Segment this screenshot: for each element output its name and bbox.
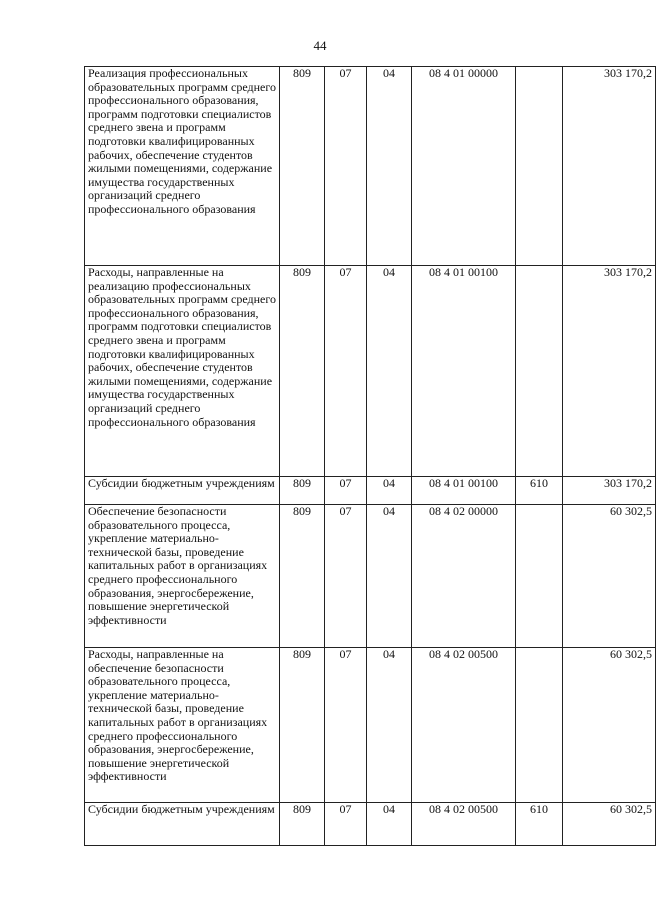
amount: 303 170,2 [563,266,656,477]
expense-type-code [516,67,563,266]
amount: 303 170,2 [563,67,656,266]
section-code: 07 [325,67,367,266]
target-article-code: 08 4 02 00500 [412,803,516,846]
ministry-code: 809 [280,803,325,846]
budget-table [84,66,656,846]
row-name: Субсидии бюджетным учреждениям [85,477,280,505]
table-row [85,803,656,846]
expense-type-code [516,505,563,648]
section-code: 07 [325,477,367,505]
expense-type-code [516,266,563,477]
table-row [85,266,656,477]
section-code: 07 [325,266,367,477]
table-row [85,477,656,505]
row-name: Субсидии бюджетным учреждениям [85,803,280,846]
subsection-code: 04 [367,266,412,477]
amount: 60 302,5 [563,648,656,803]
table-row [85,67,656,266]
amount: 303 170,2 [563,477,656,505]
page-number: 44 [313,38,327,53]
row-name: Расходы, направленные на реализацию профессиональных образовательных программ среднего профессионального образования, программ подготовки специалистов среднего звена и программ подготовки квалифицированных рабочих, обеспечение студентов жилыми помещениями, содержание имущества государственных организаций среднего профессионального образования [85,266,280,477]
ministry-code: 809 [280,67,325,266]
expense-type-code: 610 [516,477,563,505]
subsection-code: 04 [367,505,412,648]
table-row [85,648,656,803]
expense-type-code [516,648,563,803]
expense-type-code: 610 [516,803,563,846]
ministry-code: 809 [280,505,325,648]
row-name: Расходы, направленные на обеспечение безопасности образовательного процесса, укрепление материально-технической базы, проведение капитальных работ в организациях среднего профессионального образования, энергосбережение, повышение энергетической эффективности [85,648,280,803]
row-name: Реализация профессиональных образовательных программ среднего профессионального образования, программ подготовки специалистов среднего звена и программ подготовки квалифицированных рабочих, обеспечение студентов жилыми помещениями, содержание имущества государственных организаций среднего профессионального образования [85,67,280,266]
amount: 60 302,5 [563,803,656,846]
target-article-code: 08 4 02 00000 [412,505,516,648]
ministry-code: 809 [280,266,325,477]
ministry-code: 809 [280,648,325,803]
table-row [85,505,656,648]
subsection-code: 04 [367,67,412,266]
subsection-code: 04 [367,803,412,846]
row-name: Обеспечение безопасности образовательного процесса, укрепление материально-технической базы, проведение капитальных работ в организациях среднего профессионального образования, энергосбережение, повышение энергетической эффективности [85,505,280,648]
target-article-code: 08 4 02 00500 [412,648,516,803]
subsection-code: 04 [367,648,412,803]
target-article-code: 08 4 01 00100 [412,266,516,477]
section-code: 07 [325,505,367,648]
target-article-code: 08 4 01 00000 [412,67,516,266]
subsection-code: 04 [367,477,412,505]
section-code: 07 [325,803,367,846]
amount: 60 302,5 [563,505,656,648]
ministry-code: 809 [280,477,325,505]
target-article-code: 08 4 01 00100 [412,477,516,505]
section-code: 07 [325,648,367,803]
